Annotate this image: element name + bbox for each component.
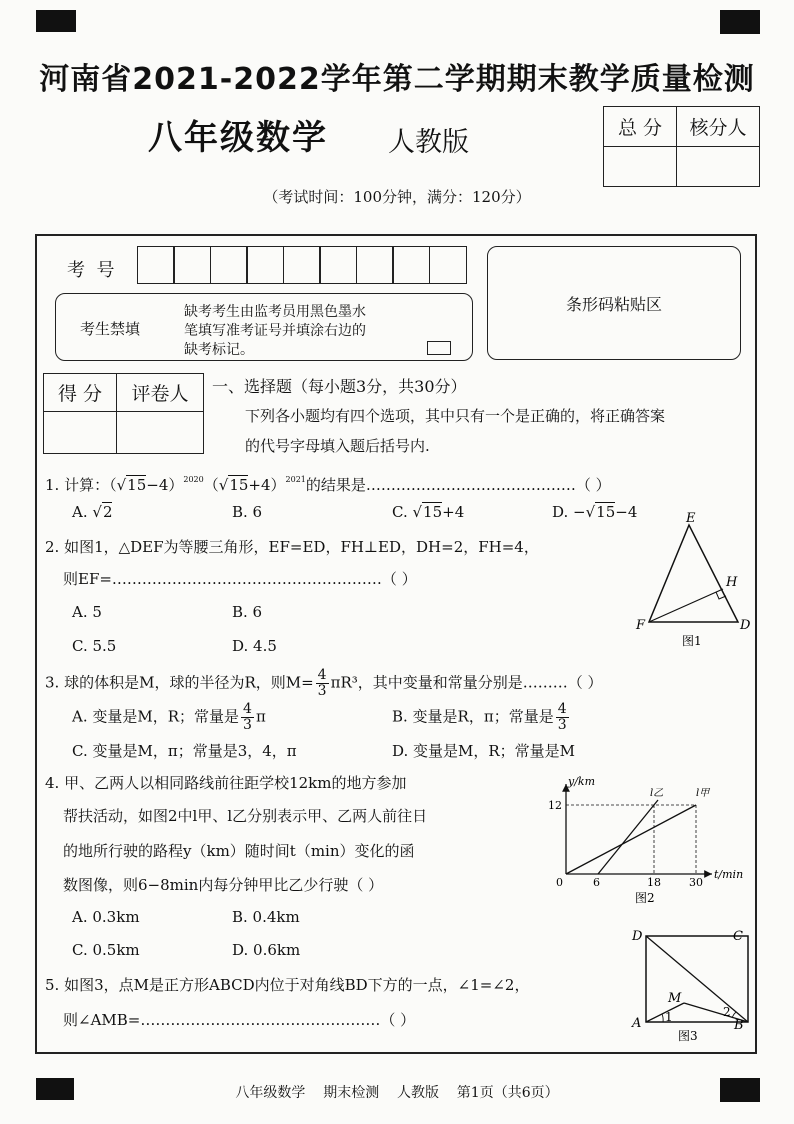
label-m: M: [668, 991, 682, 1006]
line-yi: [598, 800, 658, 874]
score-table: [603, 106, 760, 187]
q2-option-c[interactable]: C. 5.5: [72, 637, 117, 655]
absent-mark-box[interactable]: [427, 341, 451, 355]
q2-option-a[interactable]: A. 5: [72, 603, 102, 621]
q2-option-d[interactable]: D. 4.5: [232, 637, 277, 655]
line-jia-label: l甲: [696, 788, 710, 799]
label-f: F: [636, 618, 646, 633]
exam-info: （考试时间：100分钟，满分：120分）: [263, 188, 531, 206]
figure-3-caption: 图3: [678, 1029, 698, 1043]
barcode-label: 条形码粘贴区: [565, 294, 662, 314]
question-5-line-1: 5. 如图3，点M是正方形ABCD内位于对角线BD下方的一点，∠1=∠2，: [45, 976, 530, 994]
q4-option-c[interactable]: C. 0.5km: [72, 941, 140, 959]
score-checker-cell[interactable]: [677, 147, 760, 187]
score-checker-label: 核分人: [677, 107, 760, 147]
q3-option-b[interactable]: B. 变量是R，π；常量是 $\frac{4}{3}$: [392, 701, 567, 733]
line-jia: [566, 805, 696, 874]
exam-number-boxes[interactable]: [138, 246, 467, 284]
absent-text-2: 笔填写准考证号并填涂右边的: [184, 323, 366, 339]
exam-number-box[interactable]: [283, 246, 321, 284]
total-score-cell[interactable]: [604, 147, 677, 187]
question-2-line-1: 2. 如图1，△DEF为等腰三角形，EF=ED，FH⊥ED，DH=2，FH=4，: [45, 538, 539, 556]
question-4-line-2: 帮扶活动，如图2中l甲、l乙分别表示甲、乙两人前往日: [63, 807, 428, 825]
figure-2-caption: 图2: [635, 891, 655, 905]
q2-option-b[interactable]: B. 6: [232, 603, 263, 621]
y-tick-12: 12: [548, 799, 562, 812]
section-heading: 一、选择题（每小题3分，共30分）: [212, 377, 467, 396]
question-2-line-2: 则EF=………………………………………………（ ）: [63, 570, 417, 588]
corner-mark-top-left: [36, 10, 76, 32]
grader-table: [43, 373, 204, 454]
exam-number-box[interactable]: [392, 246, 430, 284]
angle-2-label: 2: [723, 1005, 731, 1019]
line-yi-label: l乙: [650, 788, 664, 799]
diagonal-bd: [646, 936, 748, 1022]
angle-1-arc: [662, 1014, 663, 1022]
label-d: D: [740, 618, 751, 633]
q1-option-a[interactable]: A. √2: [72, 503, 113, 521]
q3-option-c[interactable]: C. 变量是M，π；常量是3，4，π: [72, 742, 297, 760]
q4-option-a[interactable]: A. 0.3km: [72, 908, 140, 926]
origin-label: 0: [556, 876, 563, 889]
exam-number-box[interactable]: [319, 246, 357, 284]
question-5-line-2: 则∠AMB=…………………………………………（ ）: [63, 1011, 416, 1029]
question-4-line-1: 4. 甲、乙两人以相同路线前往距学校12km的地方参加: [45, 774, 407, 792]
figure-1-caption: 图1: [682, 634, 702, 648]
angle-1-label: 1: [665, 1010, 673, 1024]
exam-number-box[interactable]: [429, 246, 467, 284]
exam-number-box[interactable]: [137, 246, 175, 284]
section-instructions-2: 的代号字母填入题后括号内.: [245, 437, 430, 455]
label-b: B: [734, 1018, 744, 1033]
absent-text-1: 缺考考生由监考员用黑色墨水: [184, 304, 366, 320]
q3-option-d[interactable]: D. 变量是M，R；常量是M: [392, 742, 576, 760]
x-tick-18: 18: [647, 876, 661, 889]
barcode-area: [487, 246, 741, 360]
section-instructions-1: 下列各小题均有四个选项，其中只有一个是正确的，将正确答案: [245, 407, 666, 425]
q1-option-b[interactable]: B. 6: [232, 503, 263, 521]
q4-option-d[interactable]: D. 0.6km: [232, 941, 301, 959]
total-score-label: 总 分: [604, 107, 677, 147]
x-axis-label: t/min: [714, 868, 744, 881]
grader-name-cell[interactable]: [117, 412, 204, 454]
corner-mark-top-right: [720, 10, 760, 34]
edition-label: 人教版: [388, 127, 469, 158]
subject-title: 八年级数学: [148, 118, 328, 158]
exam-number-box[interactable]: [246, 246, 284, 284]
x-tick-30: 30: [689, 876, 703, 889]
label-e: E: [686, 511, 696, 526]
grader-score-label: 得 分: [44, 374, 117, 412]
question-4-line-3: 的地所行驶的路程y（km）随时间t（min）变化的函: [63, 842, 415, 860]
q4-option-b[interactable]: B. 0.4km: [232, 908, 300, 926]
label-d: D: [632, 929, 643, 944]
exam-number-box[interactable]: [173, 246, 211, 284]
figure-3: [626, 924, 756, 1048]
label-c: C: [733, 929, 743, 944]
exam-number-label: 考 号: [67, 260, 115, 281]
grader-name-label: 评卷人: [117, 374, 204, 412]
absent-text-3: 缺考标记。: [184, 342, 254, 358]
exam-number-box[interactable]: [210, 246, 248, 284]
absent-label: 考生禁填: [80, 320, 141, 338]
page-footer: 八年级数学 期末检测 人教版 第1页（共6页）: [235, 1085, 559, 1101]
grader-score-cell[interactable]: [44, 412, 117, 454]
question-3: 3. 球的体积是M，球的半径为R，则M= $\frac{4}{3}$ πR³，其中变量和常量分别是………（ ）: [45, 667, 603, 699]
x-tick-6: 6: [593, 876, 600, 889]
question-4-line-4: 数图像，则6−8min内每分钟甲比乙少行驶（ ）: [63, 876, 384, 894]
label-a: A: [632, 1016, 642, 1031]
question-1: 1. 计算：$(√15-4)^{2020}(√15+4)^{2021}$的结果是……………………………………（ ）: [45, 475, 611, 494]
figure-1: [630, 508, 760, 658]
exam-number-box[interactable]: [356, 246, 394, 284]
page-title: 河南省2021-2022学年第二学期期末教学质量检测: [39, 62, 755, 97]
q3-option-a[interactable]: A. 变量是M，R；常量是 $\frac{4}{3}$ π: [72, 701, 266, 733]
triangle-def: [649, 525, 738, 622]
label-h: H: [726, 575, 738, 590]
figure-2: [540, 772, 752, 912]
q1-option-d[interactable]: D. −√15−4: [552, 503, 638, 521]
y-axis-label: y/km: [568, 775, 596, 788]
q1-option-c[interactable]: C. √15+4: [392, 503, 465, 521]
